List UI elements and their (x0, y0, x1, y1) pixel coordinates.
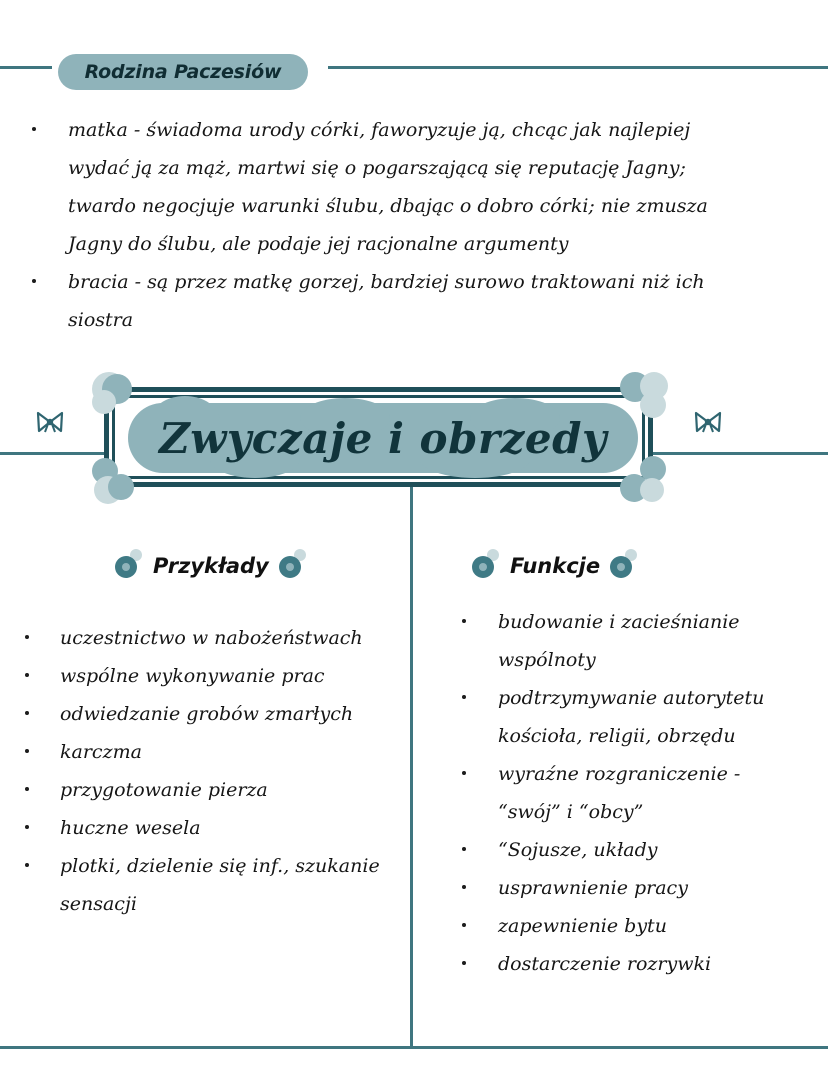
examples-list (60, 619, 410, 923)
bullet-dot (25, 863, 29, 867)
family-list (68, 111, 768, 339)
list-item: odwiedzanie grobów zmarłych (60, 695, 410, 733)
bow-icon (693, 410, 723, 434)
list-item: wspólne wykonywanie prac (60, 657, 410, 695)
list-item: wyraźne rozgraniczenie - “swój” i “obcy” (498, 755, 798, 831)
list-item: huczne wesela (60, 809, 410, 847)
list-item: przygotowanie pierza (60, 771, 410, 809)
examples-heading-text: Przykłady (153, 554, 269, 578)
corner-blob (108, 474, 134, 500)
section-heading (58, 54, 308, 90)
top-rule-left (0, 66, 52, 69)
bullet-dot (462, 771, 466, 775)
functions-list (498, 603, 798, 983)
bullet-dot (32, 279, 36, 283)
list-item: zapewnienie bytu (498, 907, 798, 945)
bullet-dot (462, 695, 466, 699)
functions-heading (472, 546, 638, 586)
circle-icon (279, 552, 307, 580)
bullet-dot (462, 885, 466, 889)
bullet-dot (25, 673, 29, 677)
bullet-dot (25, 635, 29, 639)
bullet-dot (462, 961, 466, 965)
list-item: matka - świadoma urody córki, faworyzuje ją, chcąc jak najlepiej wydać ją za mąż, martwi się o pogarszającą się reputację Jagny; twardo negocjuje warunki ślubu, dbając o dobro córki; nie zmusza Jagny do ślubu, ale podaje jej racjonalne argumenty (68, 111, 768, 263)
circle-icon (610, 552, 638, 580)
list-item: bracia - są przez matkę gorzej, bardziej surowo traktowani niż ich siostra (68, 263, 768, 339)
list-item: dostarczenie rozrywki (498, 945, 798, 983)
examples-heading (115, 546, 307, 586)
corner-blob (640, 392, 666, 418)
top-rule-right (328, 66, 828, 69)
bow-icon (35, 410, 65, 434)
list-item: podtrzymywanie autorytetu kościoła, religii, obrzędu (498, 679, 798, 755)
functions-heading-text: Funkcje (510, 554, 601, 578)
corner-blob (640, 478, 664, 502)
circle-icon (472, 552, 500, 580)
list-item: “Sojusze, układy (498, 831, 798, 869)
bottom-rule (0, 1046, 828, 1049)
bullet-dot (25, 825, 29, 829)
bullet-dot (462, 847, 466, 851)
bullet-dot (462, 619, 466, 623)
column-divider (410, 487, 413, 1047)
circle-icon (115, 552, 143, 580)
bullet-dot (25, 749, 29, 753)
list-item: usprawnienie pracy (498, 869, 798, 907)
list-item: budowanie i zacieśnianie wspólnoty (498, 603, 798, 679)
list-item: plotki, dzielenie się inf., szukanie sensacji (60, 847, 410, 923)
list-item: uczestnictwo w nabożeństwach (60, 619, 410, 657)
bullet-dot (25, 787, 29, 791)
corner-blob (92, 390, 116, 414)
list-item: karczma (60, 733, 410, 771)
bullet-dot (25, 711, 29, 715)
bullet-dot (462, 923, 466, 927)
main-title: Zwyczaje i obrzedy (159, 413, 607, 463)
section-heading-text: Rodzina Paczesiów (84, 61, 282, 83)
bullet-dot (32, 127, 36, 131)
